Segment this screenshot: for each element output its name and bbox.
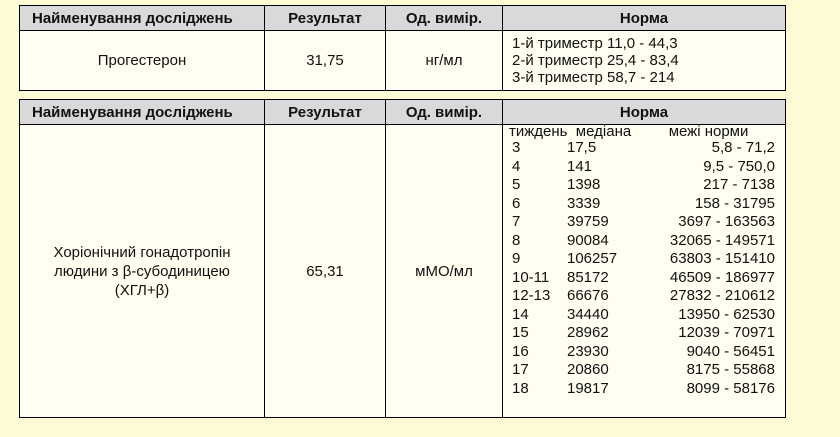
hcg-median: 66676 bbox=[567, 287, 609, 304]
hcg-range: 5,8 - 71,2 bbox=[711, 139, 775, 156]
hcg-result: 65,31 bbox=[265, 125, 386, 418]
hcg-week: 12-13 bbox=[512, 287, 551, 304]
hcg-week-row bbox=[503, 232, 785, 251]
hcg-week: 16 bbox=[512, 342, 529, 360]
hcg-median: 85172 bbox=[567, 268, 609, 286]
hcg-week-row bbox=[503, 213, 785, 232]
hcg-week-row bbox=[503, 324, 785, 343]
hcg-week-row bbox=[503, 380, 785, 399]
hcg-range: 8175 - 55868 bbox=[686, 361, 775, 378]
hcg-median: 19817 bbox=[567, 379, 609, 397]
progesterone-norm bbox=[503, 31, 786, 91]
hcg-median: 20860 bbox=[567, 361, 609, 378]
hcg-week: 4 bbox=[512, 157, 521, 175]
hcg-week: 17 bbox=[512, 361, 529, 378]
header-result: Результат bbox=[265, 100, 386, 125]
hcg-week: 7 bbox=[512, 213, 521, 230]
hcg-median: 17,5 bbox=[567, 139, 597, 156]
progesterone-name: Прогестерон bbox=[20, 31, 265, 91]
hcg-week-row bbox=[503, 250, 785, 269]
trimester-2-norm: 2-й триместр 25,4 - 83,4 bbox=[512, 51, 679, 69]
hcg-week-row bbox=[503, 361, 785, 380]
hcg-range: 12039 - 70971 bbox=[678, 324, 775, 341]
hcg-name-line: Хоріонічний гонадотропін bbox=[53, 243, 231, 261]
hcg-week-row bbox=[503, 158, 785, 177]
hcg-median: 106257 bbox=[567, 250, 618, 267]
hcg-week-row bbox=[503, 306, 785, 325]
hcg-name-line: (ХГЛ+β) bbox=[114, 281, 170, 299]
hcg-norm-header: тиждень медіана межі норми bbox=[509, 123, 749, 140]
hcg-range: 13950 - 62530 bbox=[678, 305, 775, 323]
hcg-range: 32065 - 149571 bbox=[669, 231, 775, 249]
header-row bbox=[20, 100, 786, 125]
progesterone-row bbox=[20, 31, 786, 91]
hcg-range: 158 - 31795 bbox=[694, 194, 775, 212]
trimester-3-norm: 3-й триместр 58,7 - 214 bbox=[512, 69, 675, 87]
header-row bbox=[20, 6, 786, 31]
hcg-range: 8099 - 58176 bbox=[686, 379, 775, 397]
hcg-week-row bbox=[503, 139, 785, 158]
hcg-name-line: людини з β-субодиницею bbox=[54, 262, 230, 280]
hcg-week: 18 bbox=[512, 379, 529, 397]
hcg-week: 14 bbox=[512, 305, 529, 323]
hcg-table bbox=[19, 99, 786, 418]
hcg-median: 23930 bbox=[567, 342, 609, 360]
hcg-median: 34440 bbox=[567, 305, 609, 323]
header-unit: Од. вимір. bbox=[386, 6, 503, 31]
hcg-week: 8 bbox=[512, 231, 521, 249]
hcg-range: 3697 - 163563 bbox=[678, 213, 775, 230]
hcg-median: 1398 bbox=[567, 176, 601, 193]
hcg-median: 141 bbox=[567, 157, 593, 175]
hcg-unit: мМО/мл bbox=[386, 125, 503, 418]
hcg-range: 9040 - 56451 bbox=[686, 342, 775, 360]
hcg-range: 46509 - 186977 bbox=[669, 268, 775, 286]
hcg-week: 3 bbox=[512, 139, 521, 156]
hcg-week: 15 bbox=[512, 324, 529, 341]
hcg-median: 90084 bbox=[567, 231, 609, 249]
hcg-range: 9,5 - 750,0 bbox=[703, 157, 775, 175]
hcg-week: 5 bbox=[512, 176, 521, 193]
hcg-norm bbox=[503, 125, 786, 418]
hcg-week-row bbox=[503, 269, 785, 288]
header-unit: Од. вимір. bbox=[386, 100, 503, 125]
hcg-week-row bbox=[503, 343, 785, 362]
hcg-week: 6 bbox=[512, 194, 521, 212]
progesterone-unit: нг/мл bbox=[386, 31, 503, 91]
header-result: Результат bbox=[265, 6, 386, 31]
hcg-week-row bbox=[503, 176, 785, 195]
progesterone-result: 31,75 bbox=[265, 31, 386, 91]
header-name: Найменування досліджень bbox=[20, 100, 265, 125]
hcg-row bbox=[20, 125, 786, 418]
header-norm: Норма bbox=[503, 6, 786, 31]
hcg-week-row bbox=[503, 287, 785, 306]
hcg-week: 10-11 bbox=[512, 268, 550, 286]
hcg-range: 63803 - 151410 bbox=[669, 250, 775, 267]
trimester-1-norm: 1-й триместр 11,0 - 44,3 bbox=[512, 34, 678, 52]
hcg-name bbox=[20, 125, 265, 418]
hcg-median: 39759 bbox=[567, 213, 609, 230]
hcg-week: 9 bbox=[512, 250, 521, 267]
hcg-norm-rows bbox=[503, 139, 785, 398]
hcg-range: 217 - 7138 bbox=[703, 176, 775, 193]
hcg-range: 27832 - 210612 bbox=[669, 287, 775, 304]
hcg-median: 28962 bbox=[567, 324, 609, 341]
hcg-median: 3339 bbox=[567, 194, 601, 212]
progesterone-table bbox=[19, 5, 786, 91]
header-norm: Норма bbox=[503, 100, 786, 125]
hcg-week-row bbox=[503, 195, 785, 214]
header-name: Найменування досліджень bbox=[20, 6, 265, 31]
